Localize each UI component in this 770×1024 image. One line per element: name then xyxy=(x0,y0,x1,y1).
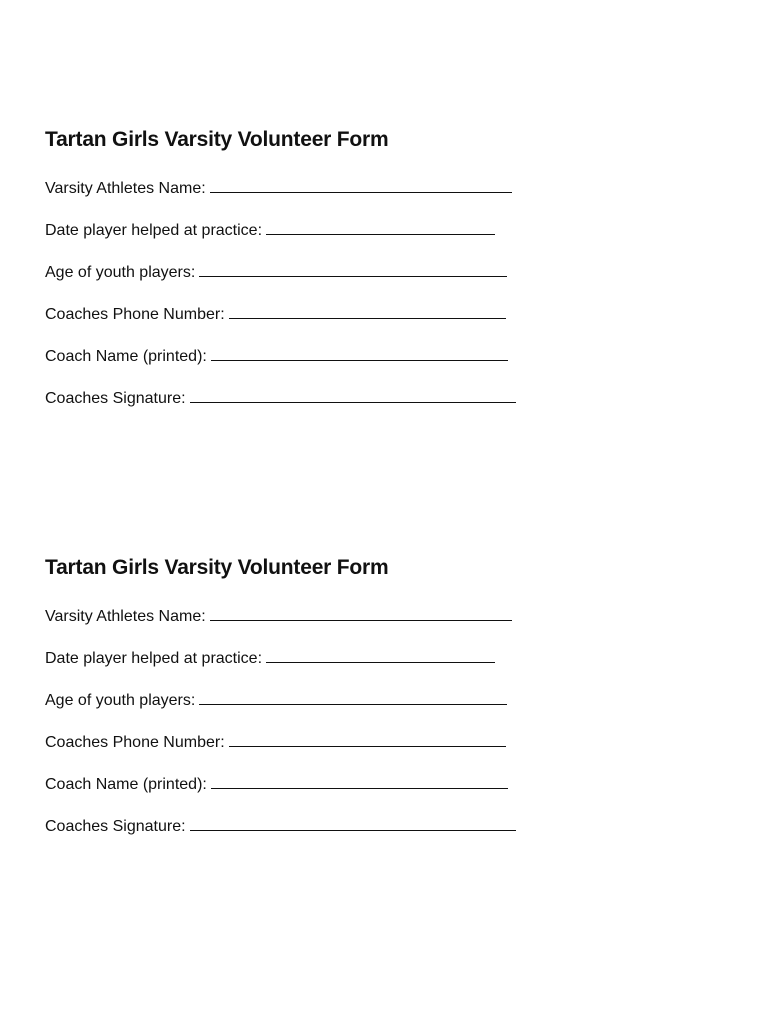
coach-signature-blank[interactable] xyxy=(190,812,516,831)
athlete-name-field xyxy=(45,174,512,198)
field-label: Age of youth players: xyxy=(45,692,196,709)
coach-phone-field xyxy=(45,300,506,324)
athlete-name-field xyxy=(45,602,512,626)
volunteer-form-2 xyxy=(45,553,565,835)
field-label: Coaches Signature: xyxy=(45,390,186,407)
youth-age-blank[interactable] xyxy=(199,258,507,277)
form-title: Tartan Girls Varsity Volunteer Form xyxy=(45,128,389,151)
coach-name-field xyxy=(45,770,508,794)
practice-date-field xyxy=(45,644,495,668)
field-label: Coaches Phone Number: xyxy=(45,734,225,751)
coach-phone-field xyxy=(45,728,506,752)
coach-name-field xyxy=(45,342,508,366)
field-label: Coaches Phone Number: xyxy=(45,306,225,323)
coach-phone-blank[interactable] xyxy=(229,300,506,319)
field-label: Varsity Athletes Name: xyxy=(45,180,206,197)
coach-signature-field xyxy=(45,384,516,408)
coach-signature-field xyxy=(45,812,516,836)
field-label: Age of youth players: xyxy=(45,264,196,281)
youth-age-field xyxy=(45,686,507,710)
field-label: Coaches Signature: xyxy=(45,818,186,835)
athlete-name-blank[interactable] xyxy=(210,602,512,621)
practice-date-blank[interactable] xyxy=(266,216,495,235)
coach-name-blank[interactable] xyxy=(211,770,508,789)
practice-date-field xyxy=(45,216,495,240)
youth-age-blank[interactable] xyxy=(199,686,507,705)
athlete-name-blank[interactable] xyxy=(210,174,512,193)
youth-age-field xyxy=(45,258,507,282)
field-label: Coach Name (printed): xyxy=(45,348,207,365)
field-label: Date player helped at practice: xyxy=(45,222,263,239)
field-label: Coach Name (printed): xyxy=(45,776,207,793)
coach-name-blank[interactable] xyxy=(211,342,508,361)
coach-phone-blank[interactable] xyxy=(229,728,506,747)
field-label: Date player helped at practice: xyxy=(45,650,263,667)
form-title: Tartan Girls Varsity Volunteer Form xyxy=(45,556,389,579)
volunteer-form-1 xyxy=(45,125,565,407)
field-label: Varsity Athletes Name: xyxy=(45,608,206,625)
practice-date-blank[interactable] xyxy=(266,644,495,663)
coach-signature-blank[interactable] xyxy=(190,384,516,403)
